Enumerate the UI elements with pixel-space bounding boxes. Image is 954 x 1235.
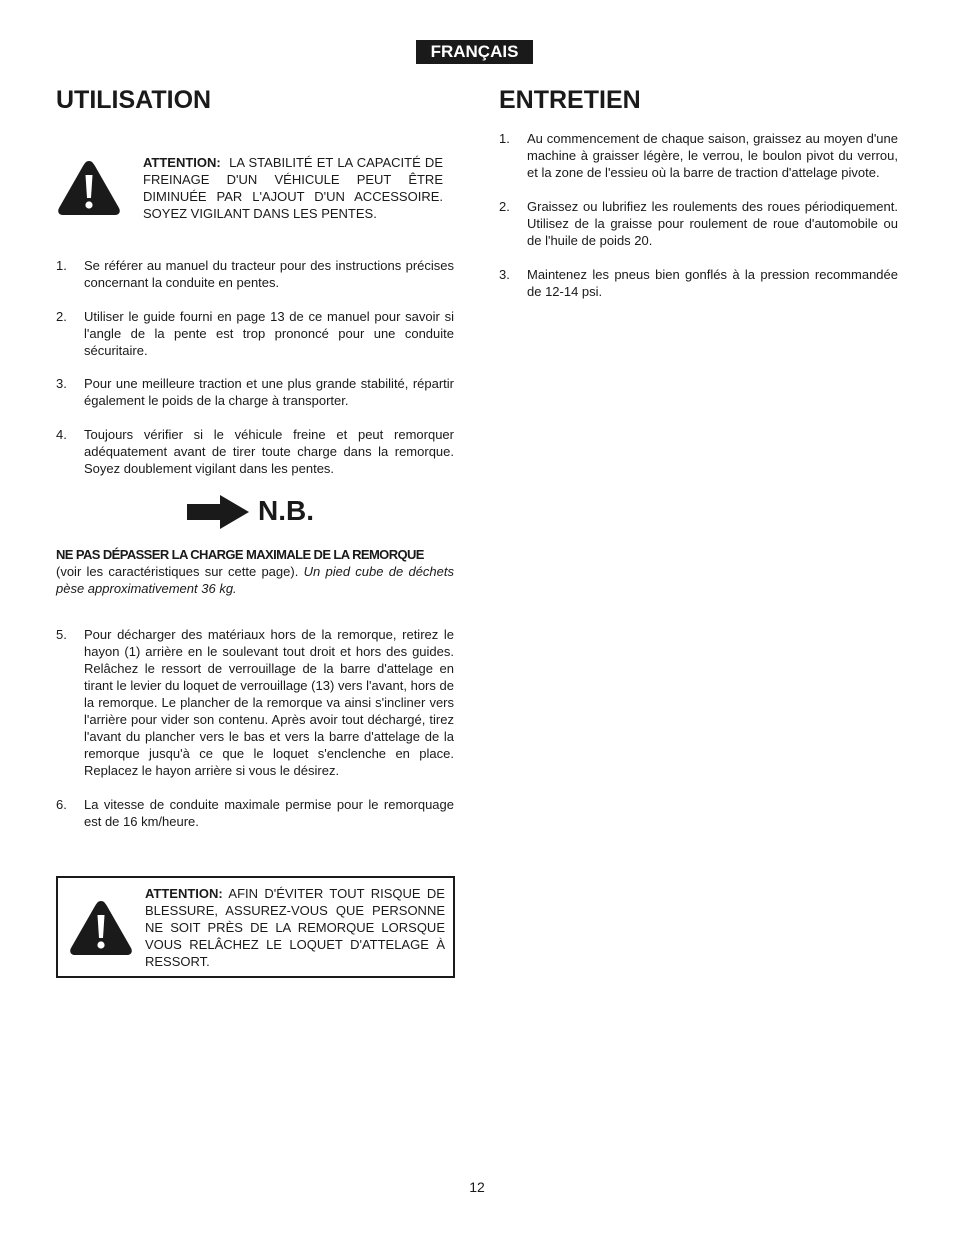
notice-caps: NE PAS DÉPASSER LA CHARGE MAXIMALE DE LA REMORQUE	[56, 547, 424, 562]
list-item-number: 3.	[56, 376, 67, 391]
list-item-number: 6.	[56, 797, 67, 812]
list-item	[56, 426, 454, 477]
list-item-number: 2.	[499, 199, 510, 214]
list-item-text: Maintenez les pneus bien gonflés à la pression recommandée de 12-14 psi.	[527, 267, 898, 299]
list-item-text: Graissez ou lubrifiez les roulements des roues périodiquement. Utilisez de la graisse pour roulement de roue d'automobile ou de l'huile de poids 20.	[527, 199, 898, 248]
section-title-entretien: ENTRETIEN	[499, 86, 641, 114]
list-item	[499, 130, 898, 181]
section-title-utilisation: UTILISATION	[56, 86, 212, 114]
warning-text: AFIN D'ÉVITER TOUT RISQUE DE BLESSURE, ASSUREZ-VOUS QUE PERSONNE NE SOIT PRÈS DE LA REMORQUE LORSQUE VOUS RELÂCHEZ LE LOQUET D'ATTELAGE À RESSORT.	[145, 886, 445, 969]
warning-label: ATTENTION:	[145, 886, 223, 901]
notice-normal: (voir les caractéristiques sur cette page).	[56, 564, 299, 579]
page-number: 12	[469, 1179, 485, 1195]
list-item-number: 1.	[56, 258, 67, 273]
list-item-text: La vitesse de conduite maximale permise pour le remorquage est de 16 km/heure.	[84, 797, 454, 829]
utilisation-list-a	[56, 257, 454, 477]
list-item-text: Utiliser le guide fourni en page 13 de ce manuel pour savoir si l'angle de la pente est trop prononcé pour une conduite sécuritaire.	[84, 309, 454, 358]
list-item-number: 3.	[499, 267, 510, 282]
warning-label: ATTENTION:	[143, 155, 221, 170]
list-item-text: Pour une meilleure traction et une plus grande stabilité, répartir également le poids de la charge à transporter.	[84, 376, 454, 408]
list-item-text: Se référer au manuel du tracteur pour des instructions précises concernant la conduite en pentes.	[84, 258, 454, 290]
list-item	[56, 626, 454, 779]
list-item-text: Toujours vérifier si le véhicule freine et peut remorquer adéquatement avant de tirer toute charge dans la remorque. Soyez doublement vigilant dans les pentes.	[84, 427, 454, 476]
language-badge: FRANÇAIS	[416, 40, 533, 64]
list-item-text: Pour décharger des matériaux hors de la remorque, retirez le hayon (1) arrière en le soulevant tout droit et hors des guides. Relâchez le ressort de verrouillage de la barre d'attelage en tirant le levier du loquet de verrouillage (13) vers l'avant, hors de la remorque. Le plancher de la remorque va ainsi s'incliner vers l'arrière pour vider son contenu. Après avoir tout déchargé, tirez l'avant du plancher vers le bas et vers la barre d'attelage de la remorque jusqu'à ce que le loquet s'enclenche en place. Replacez le hayon arrière si vous le désirez.	[84, 627, 454, 778]
max-load-notice	[56, 546, 454, 597]
warning-attention-stability	[143, 154, 443, 222]
list-item-number: 4.	[56, 427, 67, 442]
entretien-list	[499, 130, 898, 300]
list-item	[56, 257, 454, 291]
warning-triangle-icon	[68, 898, 134, 958]
list-item-number: 2.	[56, 309, 67, 324]
right-arrow-icon	[186, 494, 250, 530]
nb-label: N.B.	[258, 495, 314, 526]
list-item	[56, 375, 454, 409]
list-item	[499, 198, 898, 249]
warning-attention-latch	[145, 885, 445, 970]
list-item-number: 5.	[56, 627, 67, 642]
list-item	[499, 266, 898, 300]
utilisation-list-b	[56, 626, 454, 830]
warning-triangle-icon	[56, 158, 122, 218]
list-item	[56, 796, 454, 830]
list-item	[56, 308, 454, 359]
warning-box-latch	[56, 876, 455, 978]
notice-italic: Un pied cube de déchets pèse approximativement 36 kg.	[56, 564, 454, 596]
warning-text: LA STABILITÉ ET LA CAPACITÉ DE FREINAGE D'UN VÉHICULE PEUT ÊTRE DIMINUÉE PAR L'AJOUT D'UN ACCESSOIRE. SOYEZ VIGILANT DANS LES PENTES.	[143, 155, 443, 221]
list-item-number: 1.	[499, 131, 510, 146]
list-item-text: Au commencement de chaque saison, graissez au moyen d'une machine à graisser légère, le verrou, le boulon pivot du verrou, et la zone de l'essieu où la barre de traction d'attelage pivote.	[527, 131, 898, 180]
